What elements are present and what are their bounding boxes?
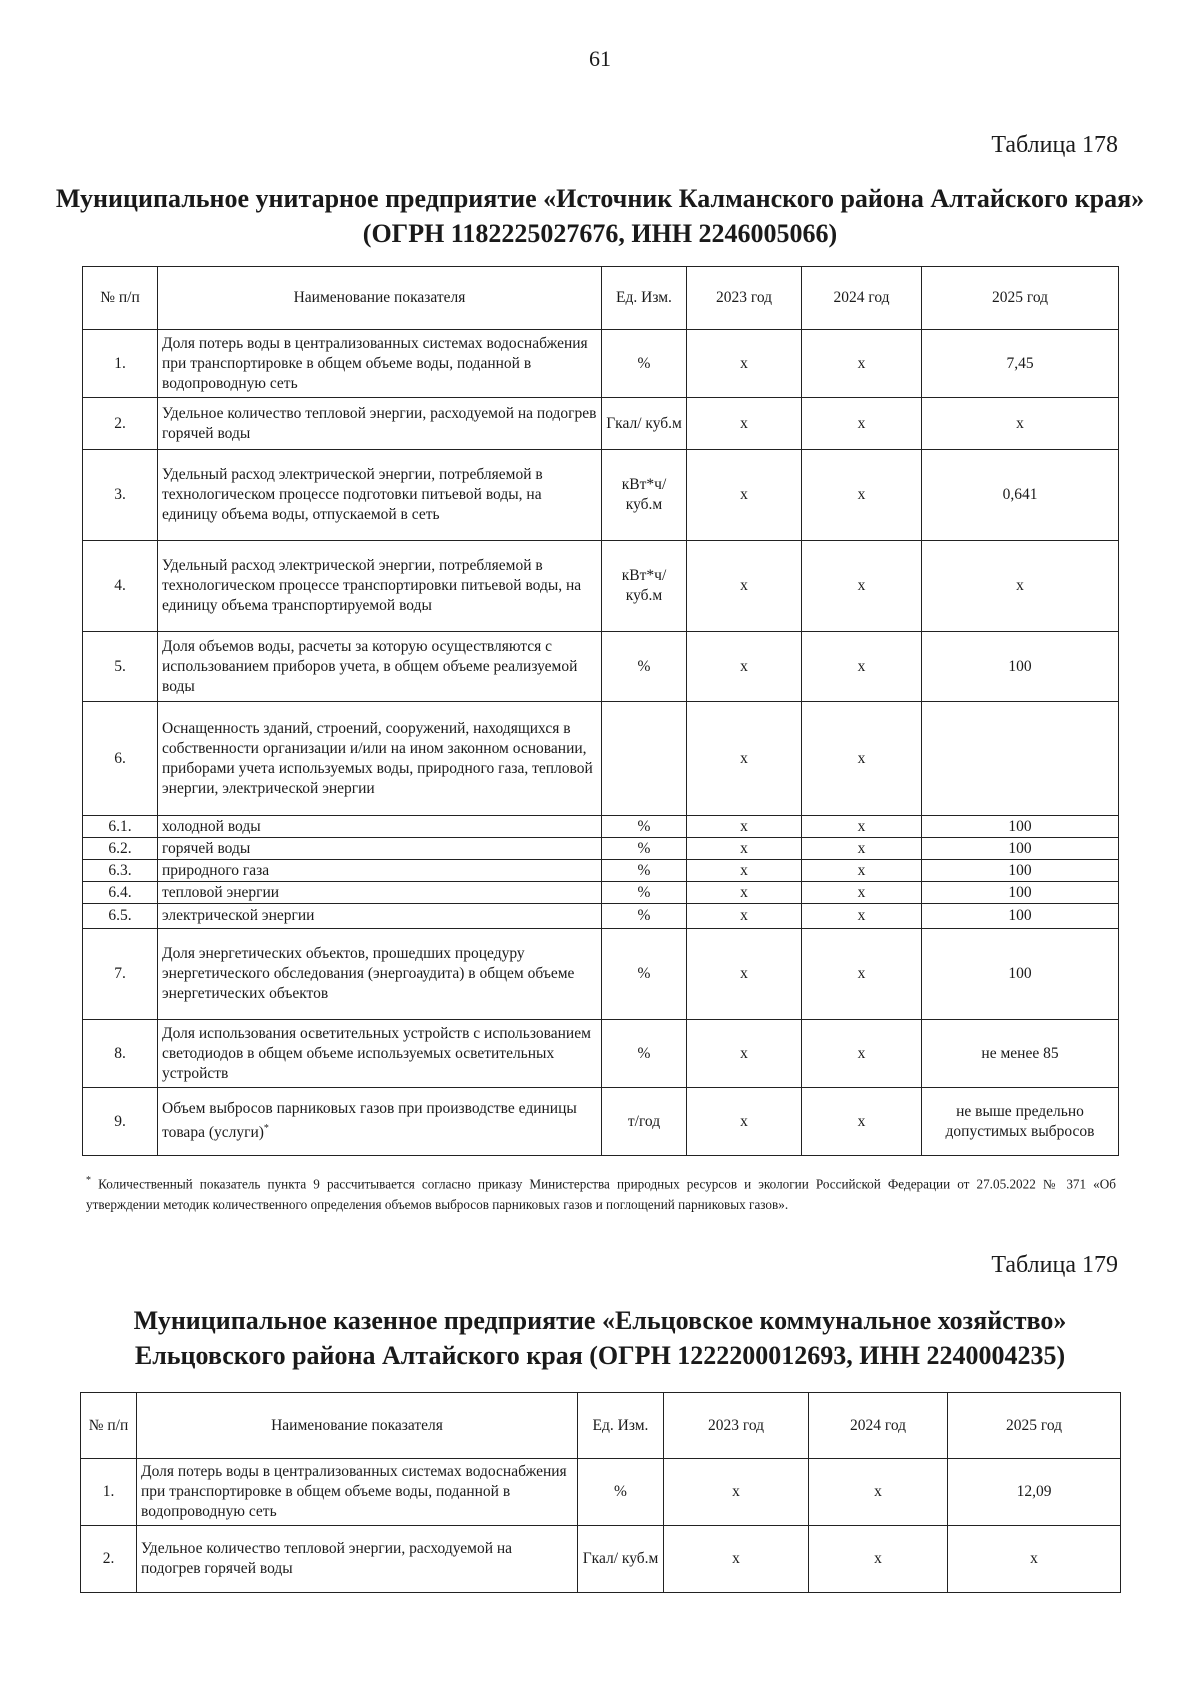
header-unit: Ед. Изм. xyxy=(578,1393,664,1459)
table-178-header-row xyxy=(83,267,1119,330)
cell-text: х xyxy=(732,1550,740,1567)
table-179-title-line1: Муниципальное казенное предприятие «Ельцовское коммунальное хозяйство» xyxy=(133,1306,1067,1335)
cell-num xyxy=(83,860,158,882)
cell-text: 7,45 xyxy=(1006,354,1034,372)
cell-unit xyxy=(578,1526,664,1593)
cell-text: х xyxy=(740,486,748,503)
table-178-title-line2: (ОГРН 1182225027676, ИНН 2246005066) xyxy=(362,219,838,248)
cell-text: 2. xyxy=(114,414,126,432)
cell-num xyxy=(83,330,158,398)
cell-text: х xyxy=(1016,414,1024,432)
cell-text: % xyxy=(637,883,651,901)
cell-year-2023 xyxy=(687,929,802,1020)
cell-text: х xyxy=(1030,1550,1038,1567)
cell-unit xyxy=(602,330,687,398)
cell-text: 4. xyxy=(114,577,126,594)
cell-num xyxy=(83,1020,158,1088)
cell-text: % xyxy=(637,1044,651,1062)
cell-text: х xyxy=(857,1044,866,1062)
table-178-body xyxy=(83,330,1119,1156)
cell-year-2025 xyxy=(922,929,1119,1020)
cell-name xyxy=(158,1088,602,1156)
cell-name xyxy=(158,816,602,838)
cell-unit xyxy=(602,882,687,904)
cell-text: т/год xyxy=(627,1112,661,1130)
cell-text: х xyxy=(857,883,866,901)
cell-text: х xyxy=(857,907,866,924)
cell-name xyxy=(137,1526,578,1593)
cell-text: Объем выбросов парниковых газов при производстве единицы товара (услуги) xyxy=(162,1100,577,1142)
cell-text: х xyxy=(857,354,866,372)
cell-num xyxy=(81,1526,137,1593)
table-179-header-row xyxy=(81,1393,1121,1459)
header-2025: 2025 год xyxy=(948,1393,1121,1459)
cell-text: х xyxy=(740,354,748,372)
cell-year-2024 xyxy=(802,541,922,632)
cell-name xyxy=(158,882,602,904)
cell-text: 6.2. xyxy=(108,839,132,857)
cell-unit xyxy=(578,1459,664,1526)
cell-year-2025 xyxy=(922,838,1119,860)
cell-unit xyxy=(602,450,687,541)
cell-text: Доля энергетических объектов, прошедших процедуру энергетического обследования (энергоаудита) в общем объеме энергетических объектов xyxy=(162,945,575,1002)
cell-text: кВт*ч/ куб.м xyxy=(621,476,667,513)
footnote xyxy=(86,1170,1116,1215)
cell-year-2023 xyxy=(687,904,802,929)
cell-year-2024 xyxy=(802,632,922,702)
cell-year-2024 xyxy=(802,838,922,860)
cell-text: Гкал/ куб.м xyxy=(606,414,682,432)
cell-text: % xyxy=(637,907,651,924)
cell-text: х xyxy=(857,577,866,594)
cell-year-2023 xyxy=(687,450,802,541)
cell-text: 3. xyxy=(114,486,126,503)
header-unit: Ед. Изм. xyxy=(602,267,687,330)
cell-unit xyxy=(602,860,687,882)
cell-text: 100 xyxy=(1008,839,1032,857)
cell-year-2023 xyxy=(687,330,802,398)
cell-text: х xyxy=(857,1112,866,1130)
table-179 xyxy=(80,1392,1121,1593)
cell-year-2023 xyxy=(687,398,802,450)
table-row xyxy=(83,904,1119,929)
cell-text: х xyxy=(857,817,866,835)
table-179-body xyxy=(81,1459,1121,1593)
cell-year-2025 xyxy=(922,541,1119,632)
cell-name xyxy=(158,541,602,632)
table-row xyxy=(83,450,1119,541)
cell-year-2023 xyxy=(687,860,802,882)
cell-year-2025 xyxy=(922,816,1119,838)
cell-text: х xyxy=(740,1112,748,1130)
footnote-mark: * xyxy=(263,1123,269,1135)
cell-text: Удельное количество тепловой энергии, расходуемой на подогрев горячей воды xyxy=(162,404,597,442)
cell-name xyxy=(158,860,602,882)
table-row xyxy=(83,1020,1119,1088)
cell-year-2024 xyxy=(802,904,922,929)
cell-text: 1. xyxy=(102,1483,115,1500)
cell-year-2024 xyxy=(802,1020,922,1088)
table-178 xyxy=(82,266,1119,1156)
cell-text: 100 xyxy=(1008,817,1032,835)
table-row xyxy=(83,816,1119,838)
cell-text: 100 xyxy=(1008,657,1032,675)
cell-text: 6.4. xyxy=(108,883,132,901)
cell-text: 6. xyxy=(114,749,126,767)
header-2024: 2024 год xyxy=(809,1393,948,1459)
cell-text: х xyxy=(740,907,748,924)
cell-text: х xyxy=(740,657,748,675)
cell-year-2024 xyxy=(802,702,922,816)
cell-text: тепловой энергии xyxy=(162,883,280,901)
cell-name xyxy=(158,398,602,450)
cell-num xyxy=(83,398,158,450)
cell-name xyxy=(158,702,602,816)
cell-text: кВт*ч/ куб.м xyxy=(621,567,667,604)
cell-year-2024 xyxy=(802,1088,922,1156)
header-num: № п/п xyxy=(81,1393,137,1459)
cell-year-2023 xyxy=(687,541,802,632)
cell-year-2024 xyxy=(809,1526,948,1593)
cell-name xyxy=(137,1459,578,1526)
cell-unit xyxy=(602,398,687,450)
cell-text: 100 xyxy=(1008,907,1032,924)
table-row xyxy=(83,632,1119,702)
footnote-mark: * xyxy=(86,1175,91,1186)
cell-text: Оснащенность зданий, строений, сооружений, находящихся в собственности организации и/или на ином законном основании, приборами учета используемых воды, природного газа, тепловой энергии, электрической энергии xyxy=(162,719,593,797)
cell-text: Гкал/ куб.м xyxy=(582,1550,659,1567)
table-row xyxy=(83,398,1119,450)
cell-unit xyxy=(602,838,687,860)
cell-text: не менее 85 xyxy=(981,1044,1059,1062)
cell-num xyxy=(81,1459,137,1526)
table-row xyxy=(83,838,1119,860)
cell-year-2023 xyxy=(687,882,802,904)
cell-text: % xyxy=(637,839,651,857)
cell-unit xyxy=(602,904,687,929)
table-row xyxy=(83,929,1119,1020)
table-row xyxy=(83,330,1119,398)
cell-unit xyxy=(602,816,687,838)
table-178-title-line1: Муниципальное унитарное предприятие «Источник Калманского района Алтайского края» xyxy=(55,184,1145,213)
cell-year-2025 xyxy=(948,1526,1121,1593)
cell-text: 2. xyxy=(102,1550,115,1567)
header-2025: 2025 год xyxy=(922,267,1119,330)
cell-text: % xyxy=(637,354,651,372)
cell-text: 12,09 xyxy=(1016,1483,1052,1500)
cell-year-2025 xyxy=(948,1459,1121,1526)
table-row xyxy=(81,1526,1121,1593)
cell-num xyxy=(83,450,158,541)
cell-num xyxy=(83,816,158,838)
cell-text: холодной воды xyxy=(162,817,261,835)
cell-name xyxy=(158,632,602,702)
cell-text: х xyxy=(874,1550,882,1567)
cell-year-2025 xyxy=(922,702,1119,816)
cell-name xyxy=(158,330,602,398)
cell-text: 100 xyxy=(1008,965,1032,982)
footnote-text: Количественный показатель пункта 9 рассчитывается согласно приказу Министерства природных ресурсов и экологии Российской Федерации от 27.05.2022 № 371 «Об утверждении методик количественного определения объемов выбросов парниковых газов и поглощений парниковых газов». xyxy=(86,1176,1116,1213)
cell-year-2024 xyxy=(802,816,922,838)
cell-text: % xyxy=(637,817,651,835)
cell-text: 9. xyxy=(114,1112,126,1130)
cell-text: 6.3. xyxy=(108,861,132,879)
cell-text: х xyxy=(857,486,866,503)
cell-year-2023 xyxy=(687,838,802,860)
table-row xyxy=(83,882,1119,904)
table-row xyxy=(83,1088,1119,1156)
cell-text: х xyxy=(740,1044,748,1062)
cell-text: Удельный расход электрической энергии, потребляемой в технологическом процессе транспортировки питьевой воды, на единицу объема транспортируемой воды xyxy=(162,557,582,614)
cell-text: электрической энергии xyxy=(162,907,315,924)
cell-text: 0,641 xyxy=(1002,486,1038,503)
cell-year-2025 xyxy=(922,450,1119,541)
cell-num xyxy=(83,904,158,929)
cell-text: горячей воды xyxy=(162,839,251,857)
cell-year-2024 xyxy=(809,1459,948,1526)
table-179-label: Таблица 179 xyxy=(991,1252,1118,1278)
cell-text: % xyxy=(637,965,651,982)
cell-year-2025 xyxy=(922,1020,1119,1088)
header-name: Наименование показателя xyxy=(158,267,602,330)
cell-text: Удельный расход электрической энергии, потребляемой в технологическом процессе подготовки питьевой воды, на единицу объема воды, отпускаемой в сеть xyxy=(162,466,543,523)
cell-text: х xyxy=(740,817,748,835)
cell-name xyxy=(158,929,602,1020)
table-178-label: Таблица 178 xyxy=(991,132,1118,158)
table-row xyxy=(83,541,1119,632)
cell-text: 1. xyxy=(114,354,126,372)
cell-year-2023 xyxy=(687,702,802,816)
cell-year-2023 xyxy=(664,1459,809,1526)
cell-text: 7. xyxy=(114,965,126,982)
cell-text: х xyxy=(740,965,748,982)
cell-text: природного газа xyxy=(162,861,270,879)
cell-text: Доля использования осветительных устройств с использованием светодиодов в общем объеме используемых осветительных устройств xyxy=(162,1024,591,1082)
table-row xyxy=(81,1459,1121,1526)
cell-text: х xyxy=(874,1483,882,1500)
cell-year-2025 xyxy=(922,860,1119,882)
cell-year-2025 xyxy=(922,1088,1119,1156)
cell-text: х xyxy=(857,414,866,432)
cell-year-2025 xyxy=(922,882,1119,904)
cell-num xyxy=(83,929,158,1020)
cell-text: не выше предельно допустимых выбросов xyxy=(945,1102,1095,1140)
cell-num xyxy=(83,702,158,816)
table-178-title xyxy=(0,181,1200,251)
cell-text: х xyxy=(740,861,748,879)
cell-num xyxy=(83,838,158,860)
cell-num xyxy=(83,541,158,632)
header-name: Наименование показателя xyxy=(137,1393,578,1459)
cell-text: Доля потерь воды в централизованных системах водоснабжения при транспортировке в общем объеме воды, поданной в водопроводную сеть xyxy=(141,1463,567,1520)
cell-year-2023 xyxy=(687,1020,802,1088)
cell-text: 6.1. xyxy=(108,817,132,835)
cell-text: х xyxy=(740,883,748,901)
cell-year-2023 xyxy=(687,632,802,702)
page-number: 61 xyxy=(589,46,611,71)
cell-text: 100 xyxy=(1008,883,1032,901)
cell-year-2025 xyxy=(922,632,1119,702)
cell-year-2025 xyxy=(922,904,1119,929)
cell-text: Удельное количество тепловой энергии, расходуемой на подогрев горячей воды xyxy=(141,1540,513,1577)
cell-name xyxy=(158,838,602,860)
cell-year-2025 xyxy=(922,398,1119,450)
cell-unit xyxy=(602,702,687,816)
cell-text: х xyxy=(740,577,748,594)
cell-text: 8. xyxy=(114,1044,126,1062)
cell-unit xyxy=(602,541,687,632)
table-row xyxy=(83,860,1119,882)
cell-unit xyxy=(602,1020,687,1088)
cell-num xyxy=(83,882,158,904)
cell-text: х xyxy=(857,965,866,982)
cell-year-2024 xyxy=(802,860,922,882)
cell-text: % xyxy=(637,861,651,879)
cell-text: % xyxy=(637,657,651,675)
cell-name xyxy=(158,1020,602,1088)
cell-text: х xyxy=(857,861,866,879)
cell-text: Доля потерь воды в централизованных системах водоснабжения при транспортировке в общем объеме воды, поданной в водопроводную сеть xyxy=(162,334,588,392)
cell-text: 100 xyxy=(1008,861,1032,879)
cell-name xyxy=(158,904,602,929)
cell-text: х xyxy=(740,749,748,767)
cell-text: х xyxy=(1016,577,1024,594)
cell-year-2024 xyxy=(802,398,922,450)
header-num: № п/п xyxy=(83,267,158,330)
cell-text: х xyxy=(857,657,866,675)
header-2024: 2024 год xyxy=(802,267,922,330)
header-2023: 2023 год xyxy=(664,1393,809,1459)
cell-text: х xyxy=(740,414,748,432)
cell-year-2023 xyxy=(687,1088,802,1156)
header-2023: 2023 год xyxy=(687,267,802,330)
cell-year-2025 xyxy=(922,330,1119,398)
table-179-title xyxy=(0,1303,1200,1373)
cell-year-2024 xyxy=(802,929,922,1020)
cell-unit xyxy=(602,632,687,702)
cell-text: х xyxy=(857,839,866,857)
cell-year-2024 xyxy=(802,450,922,541)
cell-name xyxy=(158,450,602,541)
table-row xyxy=(83,702,1119,816)
cell-text: х xyxy=(732,1483,740,1500)
cell-year-2023 xyxy=(664,1526,809,1593)
cell-unit xyxy=(602,929,687,1020)
cell-year-2024 xyxy=(802,330,922,398)
cell-text: 6.5. xyxy=(108,907,132,924)
cell-num xyxy=(83,632,158,702)
cell-year-2023 xyxy=(687,816,802,838)
cell-text: % xyxy=(614,1483,627,1500)
cell-num xyxy=(83,1088,158,1156)
cell-text: х xyxy=(857,749,866,767)
table-179-title-line2: Ельцовского района Алтайского края (ОГРН 1222200012693, ИНН 2240004235) xyxy=(134,1341,1066,1370)
cell-unit xyxy=(602,1088,687,1156)
cell-text: х xyxy=(740,839,748,857)
cell-year-2024 xyxy=(802,882,922,904)
cell-text: 5. xyxy=(114,657,126,675)
cell-text: Доля объемов воды, расчеты за которую осуществляются с использованием приборов учета, в общем объеме реализуемой воды xyxy=(162,637,578,695)
